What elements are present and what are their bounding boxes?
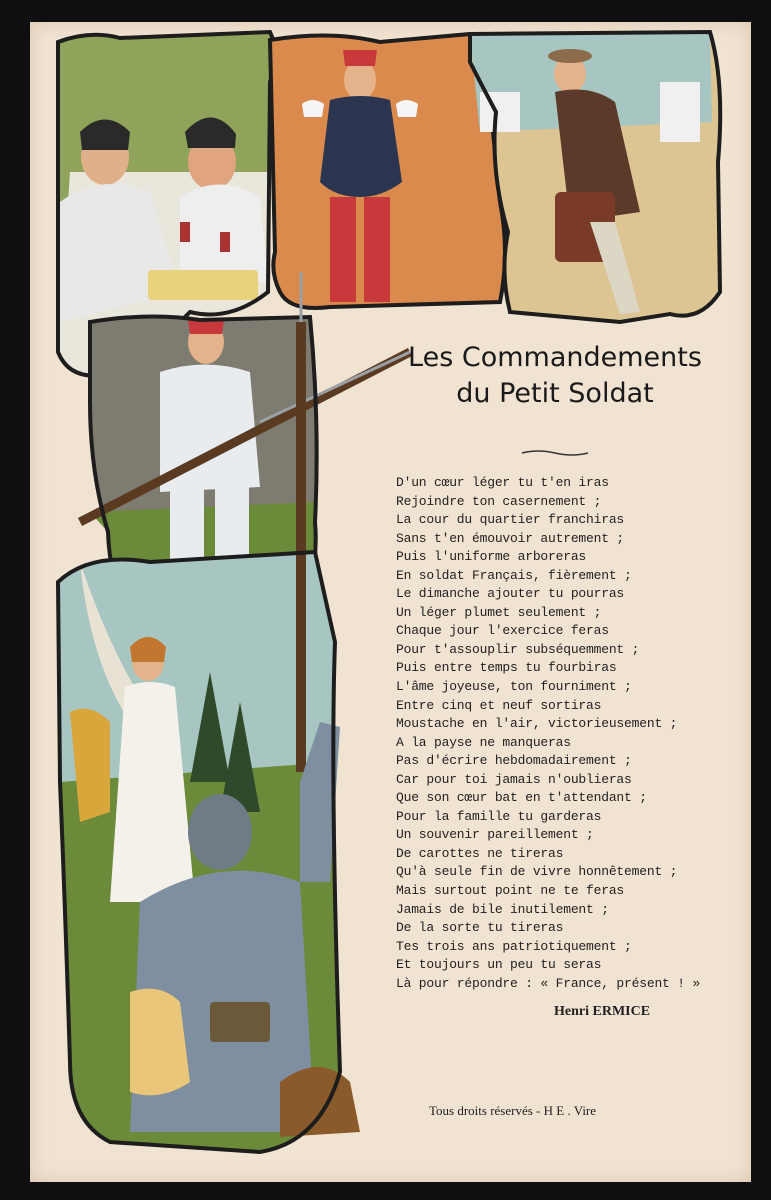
poem-line: La cour du quartier franchiras — [396, 512, 625, 528]
poem-line: Un souvenir pareillement ; — [396, 827, 594, 843]
poem-line: Puis entre temps tu fourbiras — [396, 660, 617, 676]
poem-line: Entre cinq et neuf sortiras — [396, 697, 602, 713]
poem-line: Pour la famille tu garderas — [396, 808, 602, 824]
poem-line: En soldat Français, fièrement ; — [396, 567, 632, 583]
poem-line: Pas d'écrire hebdomadairement ; — [396, 753, 632, 769]
poem-line: Le dimanche ajouter tu pourras — [396, 586, 625, 602]
poem-line: Chaque jour l'exercice feras — [396, 623, 609, 639]
poem-line: Qu'à seule fin de vivre honnêtement ; — [396, 864, 678, 880]
poem-line: A la payse ne manqueras — [396, 734, 571, 750]
poem-line: Un léger plumet seulement ; — [396, 604, 602, 620]
panel-departing-man — [470, 32, 720, 322]
poem-line: Mais surtout point ne te feras — [396, 883, 625, 899]
panel-soldier-uniform — [270, 34, 505, 308]
poem-line: Jamais de bile inutilement ; — [396, 901, 609, 917]
poem-body — [396, 474, 766, 993]
poem-line: Là pour répondre : « France, présent ! » — [396, 975, 701, 991]
poem-line: Rejoindre ton casernement ; — [396, 493, 602, 509]
poem-line: Que son cœur bat en t'attendant ; — [396, 790, 647, 806]
poem-line: Et toujours un peu tu seras — [396, 957, 602, 973]
poem-line: De la sorte tu tireras — [396, 920, 564, 936]
title-line-1: Les Commandements — [408, 342, 702, 373]
poem-line: Puis l'uniforme arboreras — [396, 549, 587, 565]
poem-title — [360, 340, 750, 412]
title-line-2: du Petit Soldat — [456, 378, 654, 409]
poem-line: Moustache en l'air, victorieusement ; — [396, 716, 678, 732]
title-ornament — [520, 448, 590, 458]
postcard — [30, 22, 751, 1182]
poem-line: Sans t'en émouvoir autrement ; — [396, 530, 625, 546]
poem-line: L'âme joyeuse, ton fourniment ; — [396, 679, 632, 695]
poem-line: D'un cœur léger tu t'en iras — [396, 475, 609, 490]
poem-line: Pour t'assouplir subséquemment ; — [396, 641, 640, 657]
poem-line: Tes trois ans patriotiquement ; — [396, 938, 632, 954]
poem-line: Car pour toi jamais n'oublieras — [396, 771, 632, 787]
poem-line: De carottes ne tireras — [396, 845, 564, 861]
poem-author: Henri ERMICE — [554, 1004, 651, 1019]
rights-notice: Tous droits réservés - H E . Vire — [429, 1103, 597, 1118]
